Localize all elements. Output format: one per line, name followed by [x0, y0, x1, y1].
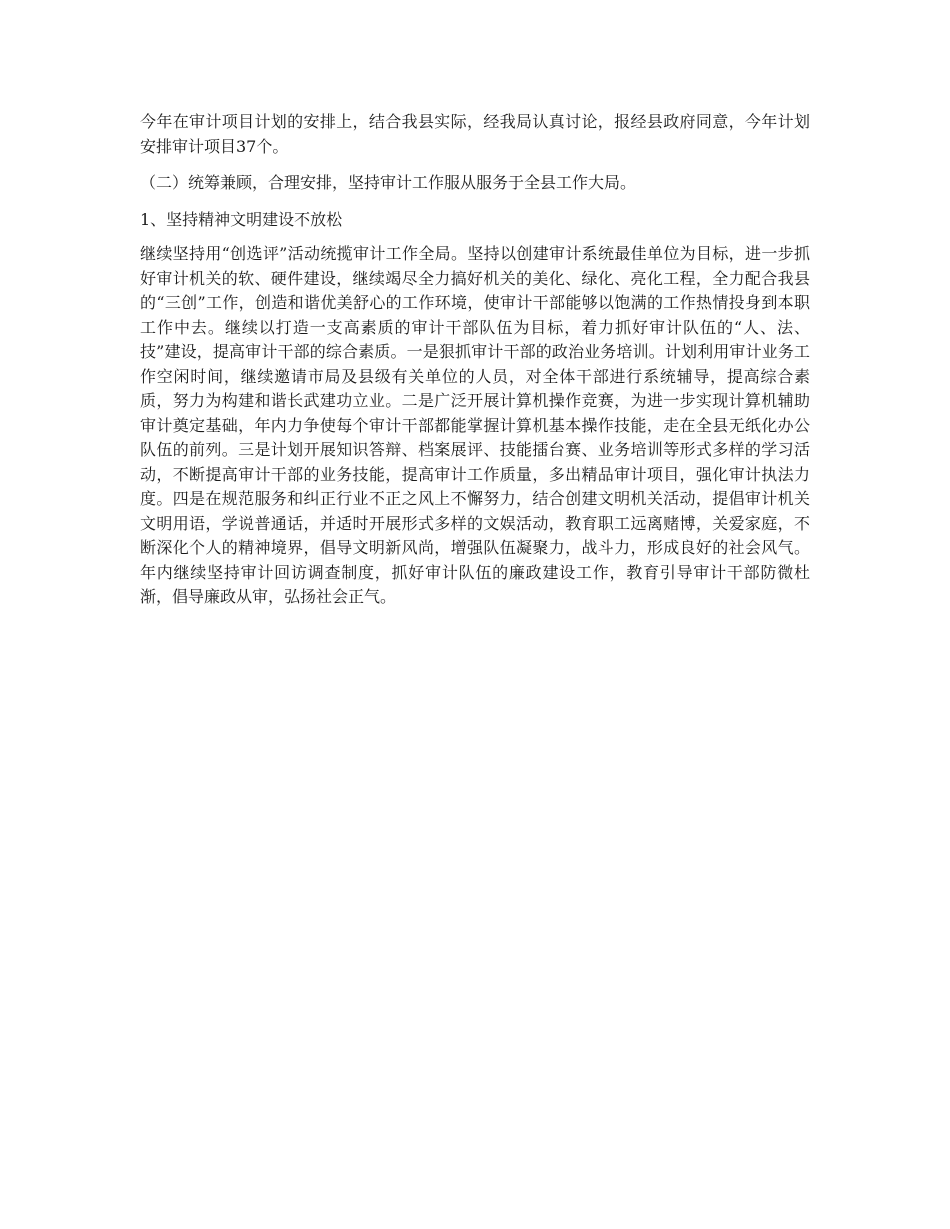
- paragraph-plan-intro: 今年在审计项目计划的安排上，结合我县实际，经我局认真讨论，报经县政府同意，今年计划安排审计项目37个。: [140, 112, 810, 156]
- paragraph-body: 继续坚持用“创选评”活动统揽审计工作全局。坚持以创建审计系统最佳单位为目标，进一步抓好审计机关的软、硬件建设，继续竭尽全力搞好机关的美化、绿化、亮化工程，全力配合我县的“三创”工作，创造和谐优美舒心的工作环境，使审计干部能够以饱满的工作热情投身到本职工作中去。继续以打造一支高素质的审计干部队伍为目标，着力抓好审计队伍的“人、法、技”建设，提高审计干部的综合素质。一是狠抓审计干部的政治业务培训。计划利用审计业务工作空闲时间，继续邀请市局及县级有关单位的人员，对全体干部进行系统辅导，提高综合素质，努力为构建和谐长武建功立业。二是广泛开展计算机操作竞赛，为进一步实现计算机辅助审计奠定基础，年内力争使每个审计干部都能掌握计算机基本操作技能，走在全县无纸化办公队伍的前列。三是计划开展知识答辩、档案展评、技能擂台赛、业务培训等形式多样的学习活动，不断提高审计干部的业务技能，提高审计工作质量，多出精品审计项目，强化审计执法力度。四是在规范服务和纠正行业不正之风上不懈努力，结合创建文明机关活动，提倡审计机关文明用语，学说普通话，并适时开展形式多样的文娱活动，教育职工远离赌博，关爱家庭，不断深化个人的精神境界，倡导文明新风尚，增强队伍凝聚力，战斗力，形成良好的社会风气。年内继续坚持审计回访调查制度，抓好审计队伍的廉政建设工作，教育引导审计干部防微杜渐，倡导廉政从审，弘扬社会正气。: [140, 244, 810, 606]
- section-heading-2: （二）统筹兼顾，合理安排，坚持审计工作服从服务于全县工作大局。: [140, 173, 637, 192]
- subheading-1: 1、坚持精神文明建设不放松: [140, 209, 343, 229]
- document-page: [140, 110, 810, 622]
